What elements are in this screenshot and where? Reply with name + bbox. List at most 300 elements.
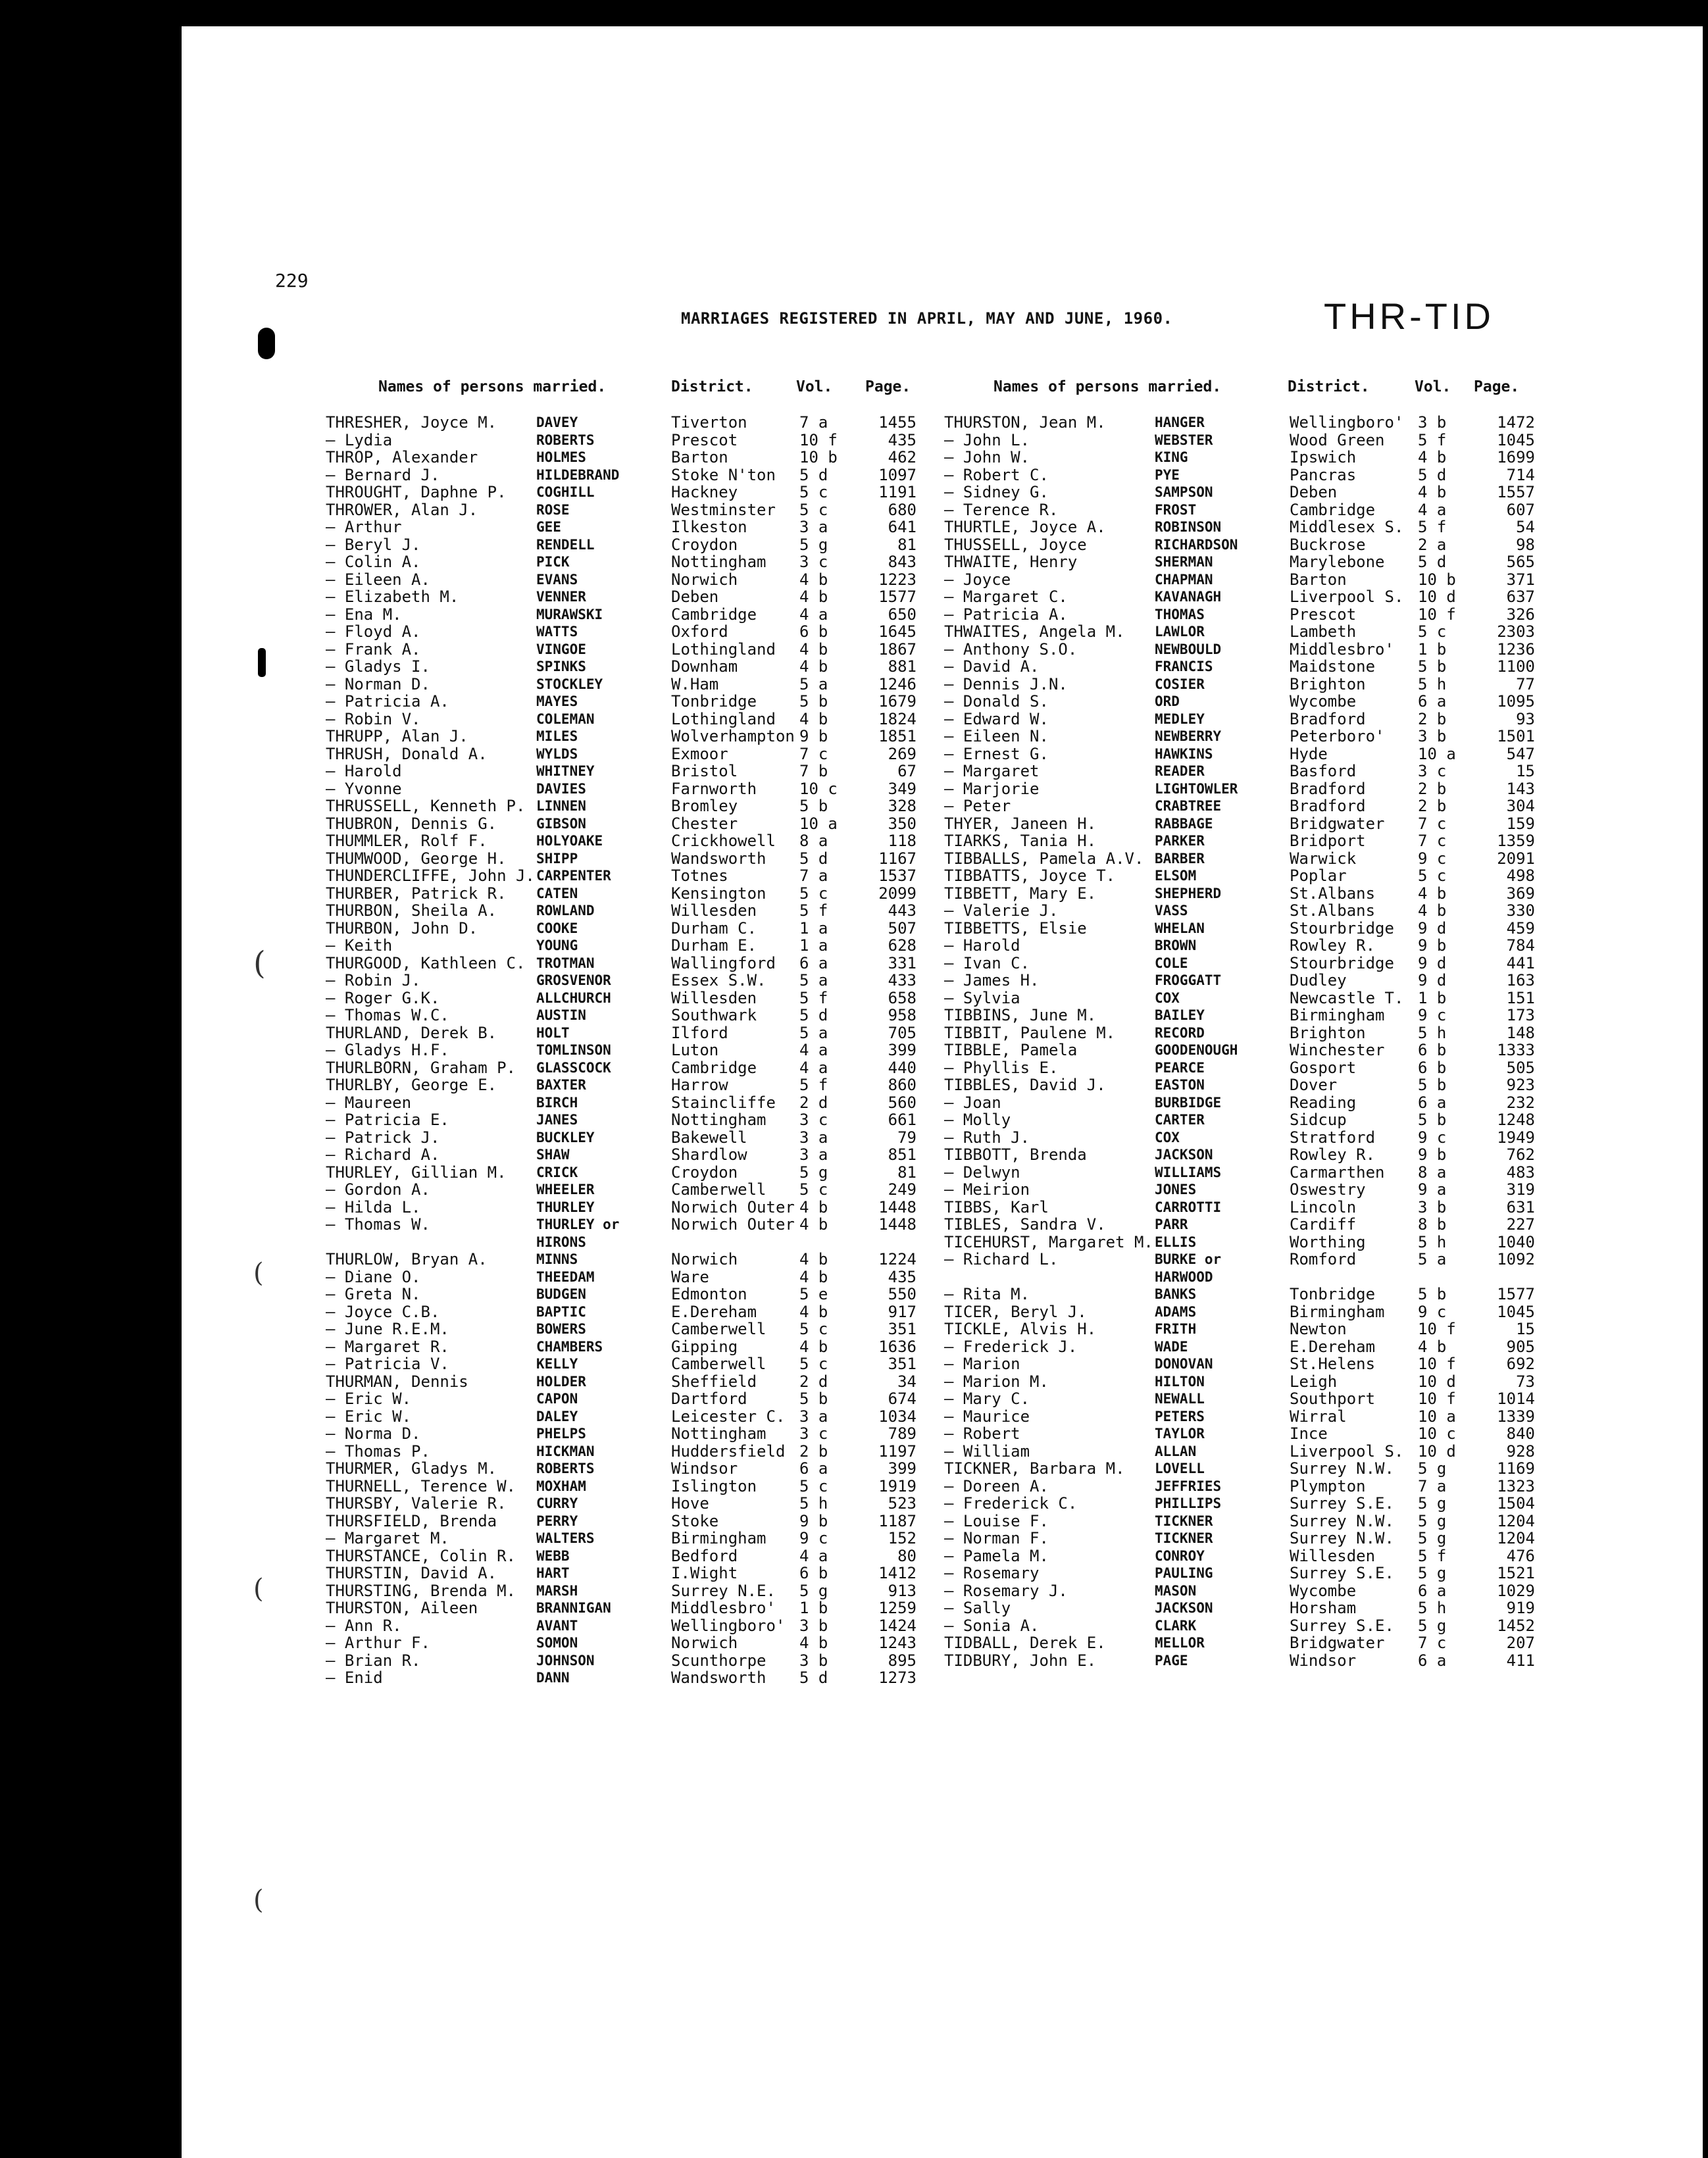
entry-volume: 8 a [1418, 1163, 1447, 1182]
entry-row [326, 641, 918, 659]
spouse-surname: NEWBOULD [1155, 641, 1222, 657]
entry-volume: 5 h [1418, 674, 1447, 693]
margin-mark: ( [253, 945, 266, 982]
entry-row [944, 1355, 1536, 1373]
entry-row [326, 553, 918, 571]
entry-page: 1339 [1497, 1407, 1535, 1426]
entry-row [326, 1495, 918, 1513]
entry-page: 881 [888, 657, 917, 676]
entry-page: 349 [888, 779, 917, 798]
entry-district: Croydon [671, 535, 738, 554]
entry-page: 435 [888, 430, 917, 449]
entry-page: 207 [1506, 1634, 1535, 1652]
entry-row [326, 902, 918, 920]
entry-volume: 5 d [1418, 553, 1447, 571]
spouse-surname: PETERS [1155, 1408, 1205, 1424]
entry-district: Norwich [671, 1250, 738, 1268]
entry-name: — Ruth J. [944, 1128, 1030, 1147]
entry-page: 304 [1506, 797, 1535, 815]
spouse-surname: CHAMBERS [536, 1338, 603, 1355]
entry-district: Southport [1290, 1390, 1376, 1408]
entry-page: 1577 [878, 588, 917, 606]
entry-name: — Margaret C. [944, 588, 1068, 606]
margin-mark: ( [253, 1574, 264, 1604]
entry-name: TIBBIT, Paulene M. [944, 1023, 1116, 1042]
entry-row [944, 414, 1536, 432]
entry-volume: 3 b [799, 1651, 828, 1670]
entry-name: — John L. [944, 430, 1030, 449]
entry-row [944, 832, 1536, 850]
entry-volume: 7 c [1418, 814, 1447, 833]
entry-district: Croydon [671, 1163, 738, 1182]
entry-district: Kensington [671, 884, 766, 903]
entry-district: Ware [671, 1267, 709, 1286]
entry-page: 319 [1506, 1180, 1535, 1199]
entry-district: Farnworth [671, 779, 757, 798]
entry-page: 843 [888, 553, 917, 571]
entry-volume: 4 b [799, 588, 828, 606]
entry-name: TIDBALL, Derek E. [944, 1634, 1106, 1652]
entry-row [326, 623, 918, 641]
entry-page: 351 [888, 1355, 917, 1373]
entry-name: THRUSH, Donald A. [326, 744, 488, 763]
entry-district: Stoke [671, 1511, 719, 1530]
spouse-surname: WYLDS [536, 745, 578, 762]
entry-name: — Marion [944, 1355, 1020, 1373]
entry-name: — Phyllis E. [944, 1058, 1059, 1077]
entry-volume: 3 c [799, 553, 828, 571]
entry-row [944, 1530, 1536, 1547]
entry-volume: 10 d [1418, 588, 1456, 606]
entry-name: — Eric W. [326, 1407, 412, 1426]
spouse-surname: FRANCIS [1155, 659, 1213, 674]
entry-row [944, 815, 1536, 833]
entry-district: E.Dereham [1290, 1337, 1376, 1356]
entry-district: Bridgwater [1290, 1634, 1385, 1652]
entry-district: St.Albans [1290, 901, 1376, 920]
left-entries [326, 414, 918, 1687]
spouse-surname: NEWBERRY [1155, 728, 1222, 744]
entry-name: — Molly [944, 1111, 1011, 1129]
entry-name: — Robert [944, 1424, 1020, 1443]
entry-district: Oxford [671, 622, 728, 641]
entry-district: Windsor [1290, 1651, 1357, 1670]
entry-name: — Rosemary J. [944, 1581, 1068, 1600]
spouse-surname: TOMLINSON [536, 1042, 611, 1058]
entry-page: 1095 [1497, 692, 1535, 711]
entry-row [326, 1599, 918, 1617]
entry-district: Wallingford [671, 953, 776, 972]
entry-row [326, 449, 918, 466]
entry-page: 1501 [1497, 727, 1535, 745]
entry-row [944, 711, 1536, 728]
entry-page: 628 [888, 936, 917, 955]
entry-name: — Gladys I. [326, 657, 430, 676]
entry-volume: 9 c [1418, 1006, 1447, 1024]
entry-volume: 10 c [1418, 1424, 1456, 1443]
entry-page: 705 [888, 1023, 917, 1042]
entry-row [326, 1146, 918, 1164]
spouse-surname: FRITH [1155, 1321, 1197, 1337]
entry-district: Islington [671, 1476, 757, 1495]
spouse-surname: MAYES [536, 693, 578, 709]
spouse-surname: CATEN [536, 885, 578, 901]
entry-row [326, 1338, 918, 1356]
spouse-surname: DALEY [536, 1408, 578, 1424]
entry-row [326, 466, 918, 484]
entry-name: THURSTIN, David A. [326, 1564, 497, 1582]
entry-row [944, 990, 1536, 1007]
entry-name: — Norma D. [326, 1424, 421, 1443]
entry-volume: 6 a [1418, 692, 1447, 711]
entry-district: Barton [671, 448, 728, 466]
entry-volume: 4 b [799, 1250, 828, 1268]
spouse-surname: GIBSON [536, 815, 586, 832]
entry-name: — Richard L. [944, 1250, 1059, 1268]
entry-row [944, 676, 1536, 693]
entry-page: 15 [1516, 762, 1535, 780]
entry-row [944, 518, 1536, 536]
entry-row [326, 1199, 918, 1217]
entry-row [326, 745, 918, 763]
entry-row [944, 641, 1536, 659]
entry-volume: 5 g [1418, 1564, 1447, 1582]
spouse-surname: ALLAN [1155, 1443, 1197, 1459]
entry-row [326, 780, 918, 798]
entry-volume: 3 b [799, 1616, 828, 1635]
entry-district: Surrey S.E. [1290, 1616, 1394, 1635]
spouse-surname: DONOVAN [1155, 1356, 1213, 1372]
entry-name: THURSBY, Valerie R. [326, 1494, 507, 1513]
spouse-surname: READER [1155, 763, 1205, 779]
entry-page: 958 [888, 1006, 917, 1024]
entry-page: 328 [888, 797, 917, 815]
entry-page: 1223 [878, 570, 917, 589]
entry-row [326, 1513, 918, 1530]
entry-name: — Harold [326, 762, 402, 780]
entry-volume: 4 b [1418, 1337, 1447, 1356]
district-header: District. [1288, 378, 1370, 395]
entry-row [944, 1373, 1536, 1391]
entry-volume: 4 b [1418, 483, 1447, 501]
entry-volume: 4 b [799, 1337, 828, 1356]
entry-district: Westminster [671, 500, 776, 519]
entry-page: 34 [897, 1372, 917, 1391]
entry-district: Wellingboro' [671, 1616, 786, 1635]
entry-name: — Donald S. [944, 692, 1049, 711]
spouse-surname: WHEELER [536, 1182, 595, 1197]
entry-district: Stourbridge [1290, 953, 1394, 972]
entry-volume: 3 b [1418, 1197, 1447, 1217]
entry-name: THURSTANCE, Colin R. [326, 1546, 516, 1565]
spouse-surname: SHIPP [536, 850, 578, 866]
entry-volume: 10 f [1418, 605, 1456, 624]
entry-row [326, 1094, 918, 1112]
entry-name: THUBRON, Dennis G. [326, 814, 497, 833]
entry-name: — Marjorie [944, 779, 1040, 798]
entry-page: 1645 [878, 622, 917, 641]
entry-name: — James H. [944, 971, 1040, 990]
entry-page: 641 [888, 518, 917, 536]
entry-page: 1014 [1497, 1390, 1535, 1408]
entry-volume: 6 a [1418, 1651, 1447, 1670]
entry-row [326, 588, 918, 606]
entry-volume: 4 a [799, 1058, 828, 1077]
entry-page: 350 [888, 814, 917, 833]
entry-name: — Valerie J. [944, 901, 1059, 920]
entry-row [944, 1094, 1536, 1112]
spouse-surname: PYE [1155, 466, 1180, 483]
binder-hole-mark [258, 648, 266, 677]
entry-name: — Patricia E. [326, 1111, 449, 1129]
entry-volume: 4 b [1418, 901, 1447, 920]
entry-volume: 10 b [799, 448, 838, 466]
entry-name: — Keith [326, 936, 393, 955]
entry-name: — Sally [944, 1599, 1011, 1617]
entry-page: 637 [1506, 588, 1535, 606]
entry-row [326, 1355, 918, 1373]
entry-page: 840 [1506, 1424, 1535, 1443]
entry-page: 399 [888, 1459, 917, 1478]
entry-name: TICEHURST, Margaret M. [944, 1232, 1153, 1251]
entry-district: Plympton [1290, 1476, 1366, 1495]
entry-page: 249 [888, 1180, 917, 1199]
entry-district: Scunthorpe [671, 1651, 766, 1670]
entry-page: 1424 [878, 1616, 917, 1635]
spouse-surname: HILDEBRAND [536, 466, 620, 483]
spouse-surname: LAWLOR [1155, 624, 1205, 640]
spouse-surname: COSIER [1155, 676, 1205, 692]
entry-volume: 4 b [799, 1197, 828, 1217]
entry-page: 1699 [1497, 448, 1535, 466]
spouse-surname: BURBIDGE [1155, 1094, 1222, 1111]
entry-name: — Meirion [944, 1180, 1030, 1199]
entry-row [944, 1338, 1536, 1356]
entry-district: Winchester [1290, 1041, 1385, 1059]
entry-volume: 10 a [1418, 744, 1456, 763]
entry-volume: 10 f [1418, 1320, 1456, 1338]
entry-district: Southwark [671, 1006, 757, 1024]
entry-volume: 4 b [799, 1267, 828, 1286]
entry-name: THURLOW, Bryan A. [326, 1250, 488, 1268]
entry-district: Durham E. [671, 936, 757, 955]
entry-name: — Margaret R. [326, 1337, 449, 1356]
spouse-surname: THURLEY or [536, 1217, 620, 1232]
entry-row [326, 1582, 918, 1600]
entry-volume: 4 b [799, 1215, 828, 1234]
entry-page: 440 [888, 1058, 917, 1077]
entry-row [944, 850, 1536, 868]
spouse-surname: HART [536, 1565, 570, 1581]
entry-volume: 10 d [1418, 1442, 1456, 1461]
entry-row [944, 867, 1536, 885]
entry-volume: 7 b [799, 762, 828, 780]
entry-page: 607 [1506, 500, 1535, 519]
spouse-surname: BIRCH [536, 1094, 578, 1111]
entry-row [944, 1041, 1536, 1059]
entry-volume: 9 c [799, 1529, 828, 1547]
entry-page: 505 [1506, 1058, 1535, 1077]
entry-row [326, 1286, 918, 1303]
entry-row [944, 466, 1536, 484]
entry-district: Surrey N.E. [671, 1581, 776, 1600]
entry-row [944, 1129, 1536, 1147]
spouse-surname: AVANT [536, 1617, 578, 1634]
entry-page: 1452 [1497, 1616, 1535, 1635]
entry-row [326, 1129, 918, 1147]
entry-page: 1412 [878, 1564, 917, 1582]
entry-district: Norwich [671, 1634, 738, 1652]
entry-name: THURBON, John D. [326, 918, 478, 938]
spouse-surname: BRANNIGAN [536, 1600, 611, 1616]
entry-name: — Marion M. [944, 1372, 1049, 1391]
entry-district: Middlesex S. [1290, 518, 1404, 536]
entry-name: THUMMLER, Rolf F. [326, 832, 488, 850]
entry-volume: 3 a [799, 518, 828, 536]
entry-row [944, 1408, 1536, 1426]
entry-district: Bridport [1290, 832, 1366, 850]
entry-district: Shardlow [671, 1145, 747, 1164]
entry-row [326, 414, 918, 432]
entry-volume: 5 c [799, 500, 828, 519]
entry-district: E.Dereham [671, 1302, 757, 1321]
entry-district: Marylebone [1290, 553, 1385, 571]
spouse-surname: ELLIS [1155, 1234, 1197, 1250]
entry-volume: 2 b [1418, 709, 1447, 728]
entry-page: 152 [888, 1529, 917, 1547]
entry-district: Prescot [1290, 605, 1357, 624]
entry-district: Ince [1290, 1424, 1328, 1443]
entry-volume: 4 b [1418, 448, 1447, 466]
entry-volume: 7 a [1418, 1476, 1447, 1495]
spouse-surname: SHEPHERD [1155, 885, 1222, 901]
spouse-surname: LIGHTOWLER [1155, 780, 1238, 797]
entry-volume: 5 c [799, 884, 828, 903]
entry-name: THURBER, Patrick R. [326, 884, 507, 903]
spouse-surname: WHITNEY [536, 763, 595, 779]
entry-row [326, 1652, 918, 1670]
entry-district: Wellingboro' [1290, 413, 1404, 432]
entry-page: 67 [897, 762, 917, 780]
entry-district: Surrey S.E. [1290, 1564, 1394, 1582]
entry-name: — Yvonne [326, 779, 402, 798]
entry-page: 330 [1506, 901, 1535, 920]
entry-page: 784 [1506, 936, 1535, 955]
entry-row [326, 763, 918, 780]
spouse-surname: KING [1155, 449, 1188, 465]
entry-name: — Margaret M. [326, 1529, 449, 1547]
entry-name: — John W. [944, 448, 1030, 466]
entry-name: THRUSSELL, Kenneth P. [326, 797, 526, 815]
entry-name: — Norman F. [944, 1529, 1049, 1547]
entry-district: Staincliffe [671, 1093, 776, 1112]
entry-page: 1246 [878, 674, 917, 693]
spouse-surname: ROBERTS [536, 1461, 595, 1476]
entry-district: Cambridge [671, 1058, 757, 1077]
spouse-surname: CONROY [1155, 1547, 1205, 1564]
entry-volume: 6 b [1418, 1041, 1447, 1059]
entry-district: Bradford [1290, 797, 1366, 815]
entry-page: 1949 [1497, 1128, 1535, 1147]
entry-volume: 5 c [1418, 622, 1447, 641]
spouse-surname: THURLEY [536, 1199, 595, 1215]
entry-name: — William [944, 1442, 1030, 1461]
spouse-surname: MEDLEY [1155, 711, 1205, 727]
entry-name: — Robin V. [326, 709, 421, 728]
entry-page: 1204 [1497, 1529, 1535, 1547]
entry-name: — Ena M. [326, 605, 402, 624]
entry-volume: 4 b [799, 1634, 828, 1652]
entry-row [326, 1007, 918, 1024]
entry-district: Cambridge [1290, 500, 1376, 519]
entry-name: THURSFIELD, Brenda [326, 1511, 497, 1530]
entry-volume: 2 b [799, 1442, 828, 1461]
entry-district: Lothingland [671, 640, 776, 659]
entry-volume: 5 f [799, 901, 828, 920]
entry-volume: 5 b [1418, 1285, 1447, 1303]
spouse-surname: TROTMAN [536, 955, 595, 971]
spouse-surname: TICKNER [1155, 1513, 1213, 1529]
page-number: 229 [275, 270, 309, 291]
entry-page: 148 [1506, 1023, 1535, 1042]
entry-name: — Norman D. [326, 674, 430, 693]
entry-name: THUNDERCLIFFE, John J. [326, 866, 535, 885]
entry-page: 1187 [878, 1511, 917, 1530]
spouse-surname: SPINKS [536, 659, 586, 674]
entry-volume: 1 a [799, 936, 828, 955]
entry-name: — Peter [944, 797, 1011, 815]
entry-row [944, 1216, 1536, 1234]
entry-district: Liverpool S. [1290, 588, 1404, 606]
spouse-surname: PARKER [1155, 833, 1205, 849]
entry-row [326, 867, 918, 885]
entry-page: 1504 [1497, 1494, 1535, 1513]
entry-name: — Diane O. [326, 1267, 421, 1286]
spouse-surname: COLEMAN [536, 711, 595, 727]
spouse-surname: HARWOOD [1155, 1268, 1213, 1285]
entry-page: 81 [897, 1163, 917, 1182]
entry-district: Leigh [1290, 1372, 1338, 1391]
entry-row [944, 1478, 1536, 1495]
entry-district: Tonbridge [671, 692, 757, 711]
entry-district: Gipping [671, 1337, 738, 1356]
entry-page: 1236 [1497, 640, 1535, 659]
entry-row [326, 484, 918, 501]
entry-name: — Patricia A. [944, 605, 1068, 624]
entry-row [944, 1495, 1536, 1513]
entry-name: TIBBS, Karl [944, 1197, 1049, 1217]
entry-district: Maidstone [1290, 657, 1376, 676]
entry-volume: 5 b [1418, 1111, 1447, 1129]
entry-volume: 4 a [1418, 500, 1447, 519]
spouse-surname: AUSTIN [536, 1007, 586, 1023]
entry-row [944, 937, 1536, 955]
entry-name: THURMAN, Dennis [326, 1372, 468, 1391]
entry-name: — Sonia A. [944, 1616, 1040, 1635]
entry-row [326, 676, 918, 693]
entry-name: — Maurice [944, 1407, 1030, 1426]
entry-district: Norwich Outer [671, 1197, 795, 1217]
entry-district: Essex S.W. [671, 971, 766, 990]
entry-district: Stourbridge [1290, 918, 1394, 938]
entry-volume: 2 a [1418, 535, 1447, 554]
district-header: District. [671, 378, 753, 395]
spouse-surname: RENDELL [536, 536, 595, 553]
entry-page: 507 [888, 918, 917, 938]
entry-page: 1537 [878, 866, 917, 885]
entry-name: THROWER, Alan J. [326, 500, 478, 519]
entry-page: 369 [1506, 884, 1535, 903]
